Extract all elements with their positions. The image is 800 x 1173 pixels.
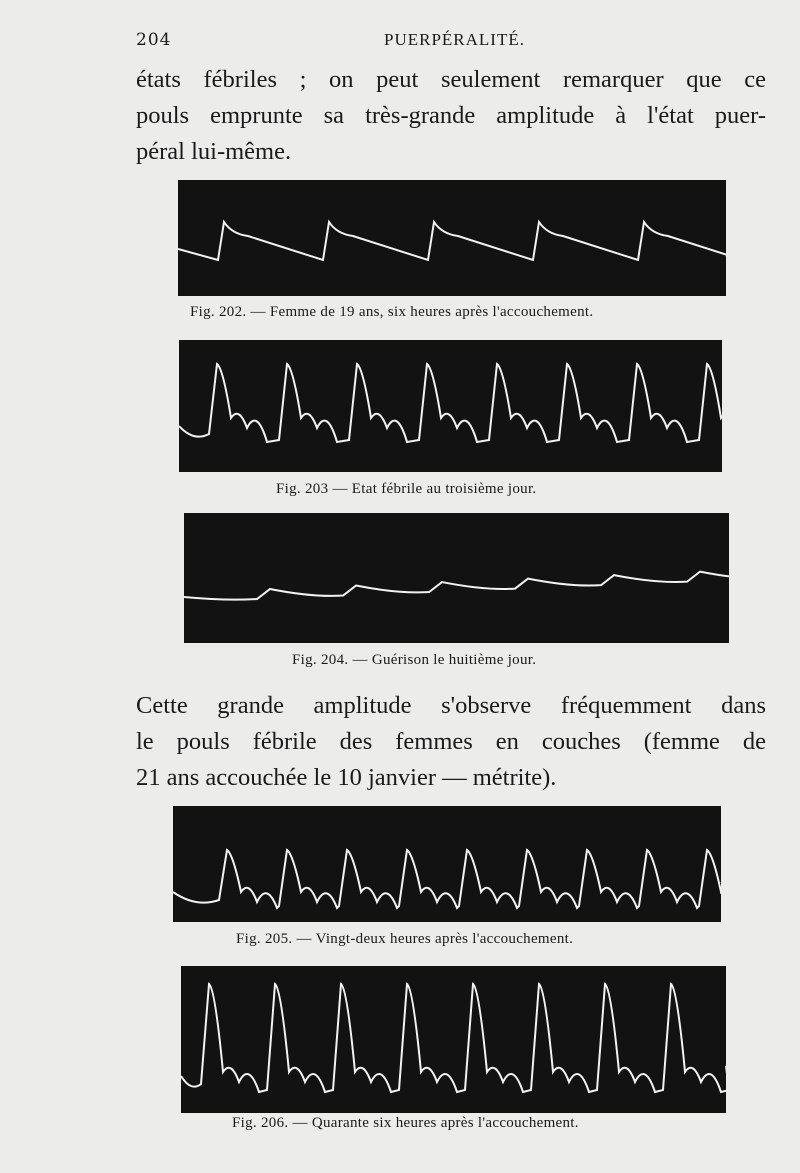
pulse-tracing-206 xyxy=(181,966,726,1113)
paragraph-line: Cette grande amplitude s'observe fréquemment dans xyxy=(136,692,766,719)
figure-205-plate xyxy=(173,806,721,922)
figure-202-plate xyxy=(178,180,726,296)
paragraph-2 xyxy=(136,688,766,796)
pulse-tracing-204 xyxy=(184,513,729,643)
figure-204-plate xyxy=(184,513,729,643)
figure-203-caption: Fig. 203 — Etat fébrile au troisième jour. xyxy=(276,481,537,497)
paragraph-line: le pouls fébrile des femmes en couches (femme de xyxy=(136,728,766,755)
page-number: 204 xyxy=(136,30,172,50)
paragraph-line: pouls emprunte sa très-grande amplitude à l'état puer- xyxy=(136,102,766,129)
paragraph-line: péral lui-même. xyxy=(136,138,292,165)
figure-203-plate xyxy=(179,340,722,472)
figure-202-caption: Fig. 202. — Femme de 19 ans, six heures après l'accouchement. xyxy=(190,304,594,320)
running-title: PUERPÉRALITÉ. xyxy=(384,30,525,49)
figure-206-plate xyxy=(181,966,726,1113)
pulse-tracing-205 xyxy=(173,806,721,922)
paragraph-1 xyxy=(136,62,766,170)
page-header xyxy=(136,30,776,56)
figure-206-caption: Fig. 206. — Quarante six heures après l'accouchement. xyxy=(232,1115,579,1131)
figure-204-caption: Fig. 204. — Guérison le huitième jour. xyxy=(292,652,537,668)
pulse-tracing-203 xyxy=(179,340,722,472)
figure-205-caption: Fig. 205. — Vingt-deux heures après l'accouchement. xyxy=(236,931,574,947)
paragraph-line: états fébriles ; on peut seulement remarquer que ce xyxy=(136,66,766,93)
paragraph-line: 21 ans accouchée le 10 janvier — métrite). xyxy=(136,764,557,791)
pulse-tracing-202 xyxy=(178,180,726,296)
